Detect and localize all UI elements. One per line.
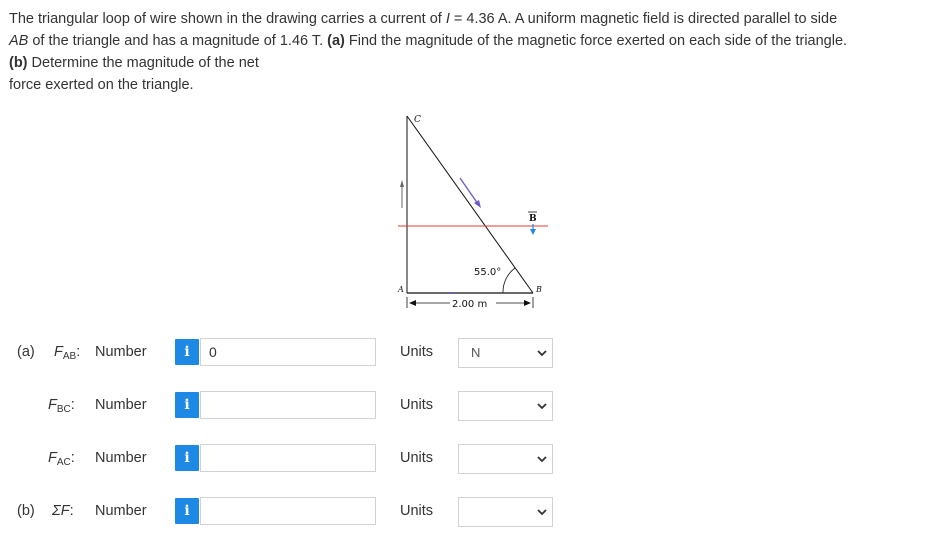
info-button[interactable]: i — [175, 498, 199, 524]
variable-subscript: BC — [56, 404, 71, 415]
number-label: Number — [95, 503, 147, 519]
number-label: Number — [95, 397, 147, 413]
chevron-down-icon — [537, 347, 547, 359]
problem-line-1 — [9, 8, 929, 30]
units-selected-value: N — [471, 345, 481, 360]
field-arrowhead — [530, 229, 536, 235]
problem-line-3 — [9, 52, 929, 74]
current-symbol: I — [445, 11, 450, 27]
info-button[interactable]: i — [175, 445, 199, 471]
number-input[interactable]: 0 — [200, 338, 376, 366]
current-arrow-bc — [460, 178, 478, 204]
units-select[interactable] — [458, 444, 553, 474]
units-select[interactable] — [458, 497, 553, 527]
current-arrowhead-bc — [474, 200, 481, 208]
variable-label — [48, 397, 75, 415]
problem-text: Find the magnitude of the magnetic force exerted on each side of the triangle. — [344, 33, 848, 49]
angle-label: 55.0° — [474, 267, 502, 278]
vertex-b-label: B — [536, 285, 542, 294]
vertex-a-label: A — [398, 285, 404, 294]
part-b-tag: (b) — [9, 55, 28, 71]
dimension-arrow-left — [409, 300, 416, 306]
variable-symbol: F — [54, 344, 63, 360]
answer-row-fac — [0, 441, 939, 475]
problem-line-2 — [9, 30, 929, 52]
variable-symbol: F — [48, 450, 57, 466]
part-label: (a) — [17, 344, 35, 360]
side-bc — [407, 116, 533, 293]
info-button[interactable]: i — [175, 392, 199, 418]
chevron-down-icon — [537, 506, 547, 518]
number-input[interactable] — [200, 444, 376, 472]
side-ab-label: AB — [9, 33, 29, 49]
variable-label — [52, 503, 74, 519]
units-label: Units — [400, 450, 434, 466]
problem-text: of the triangle and has a magnitude of 1.46 T. — [28, 33, 328, 49]
variable-colon: : — [69, 503, 74, 519]
units-label: Units — [400, 503, 434, 519]
vertex-c-label: C — [414, 115, 421, 125]
triangle-diagram — [390, 108, 560, 314]
angle-arc — [503, 268, 515, 293]
problem-text: The triangular loop of wire shown in the drawing carries a current of — [9, 11, 446, 27]
variable-label — [48, 450, 75, 468]
dimension-arrow-right — [524, 300, 531, 306]
number-label: Number — [95, 344, 147, 360]
number-input[interactable] — [200, 497, 376, 525]
answer-row-net-force — [0, 494, 939, 528]
problem-text: force exerted on the triangle. — [9, 77, 194, 93]
problem-text: = 4.36 A. A uniform magnetic field is directed parallel to side — [449, 11, 838, 27]
current-arrowhead-ac — [400, 180, 404, 187]
part-a-tag: (a) — [327, 33, 345, 49]
units-label: Units — [400, 397, 434, 413]
answer-row-fab — [0, 335, 939, 369]
variable-subscript: AC — [56, 457, 71, 468]
problem-statement — [9, 8, 929, 96]
field-label: B — [529, 214, 537, 224]
number-input[interactable] — [200, 391, 376, 419]
variable-symbol: ΣF — [52, 503, 70, 519]
dimension-label: 2.00 m — [452, 299, 488, 310]
part-label: (b) — [17, 503, 35, 519]
chevron-down-icon — [537, 453, 547, 465]
units-label: Units — [400, 344, 434, 360]
variable-colon: : — [70, 450, 75, 466]
units-select[interactable] — [458, 338, 553, 368]
units-select[interactable] — [458, 391, 553, 421]
problem-text: Determine the magnitude of the net — [27, 55, 259, 71]
variable-colon: : — [70, 397, 75, 413]
variable-subscript: AB — [62, 351, 77, 362]
problem-line-4 — [9, 74, 929, 96]
chevron-down-icon — [537, 400, 547, 412]
variable-symbol: F — [48, 397, 57, 413]
number-label: Number — [95, 450, 147, 466]
answer-row-fbc — [0, 388, 939, 422]
variable-colon: : — [76, 344, 81, 360]
info-button[interactable]: i — [175, 339, 199, 365]
variable-label — [54, 344, 80, 362]
